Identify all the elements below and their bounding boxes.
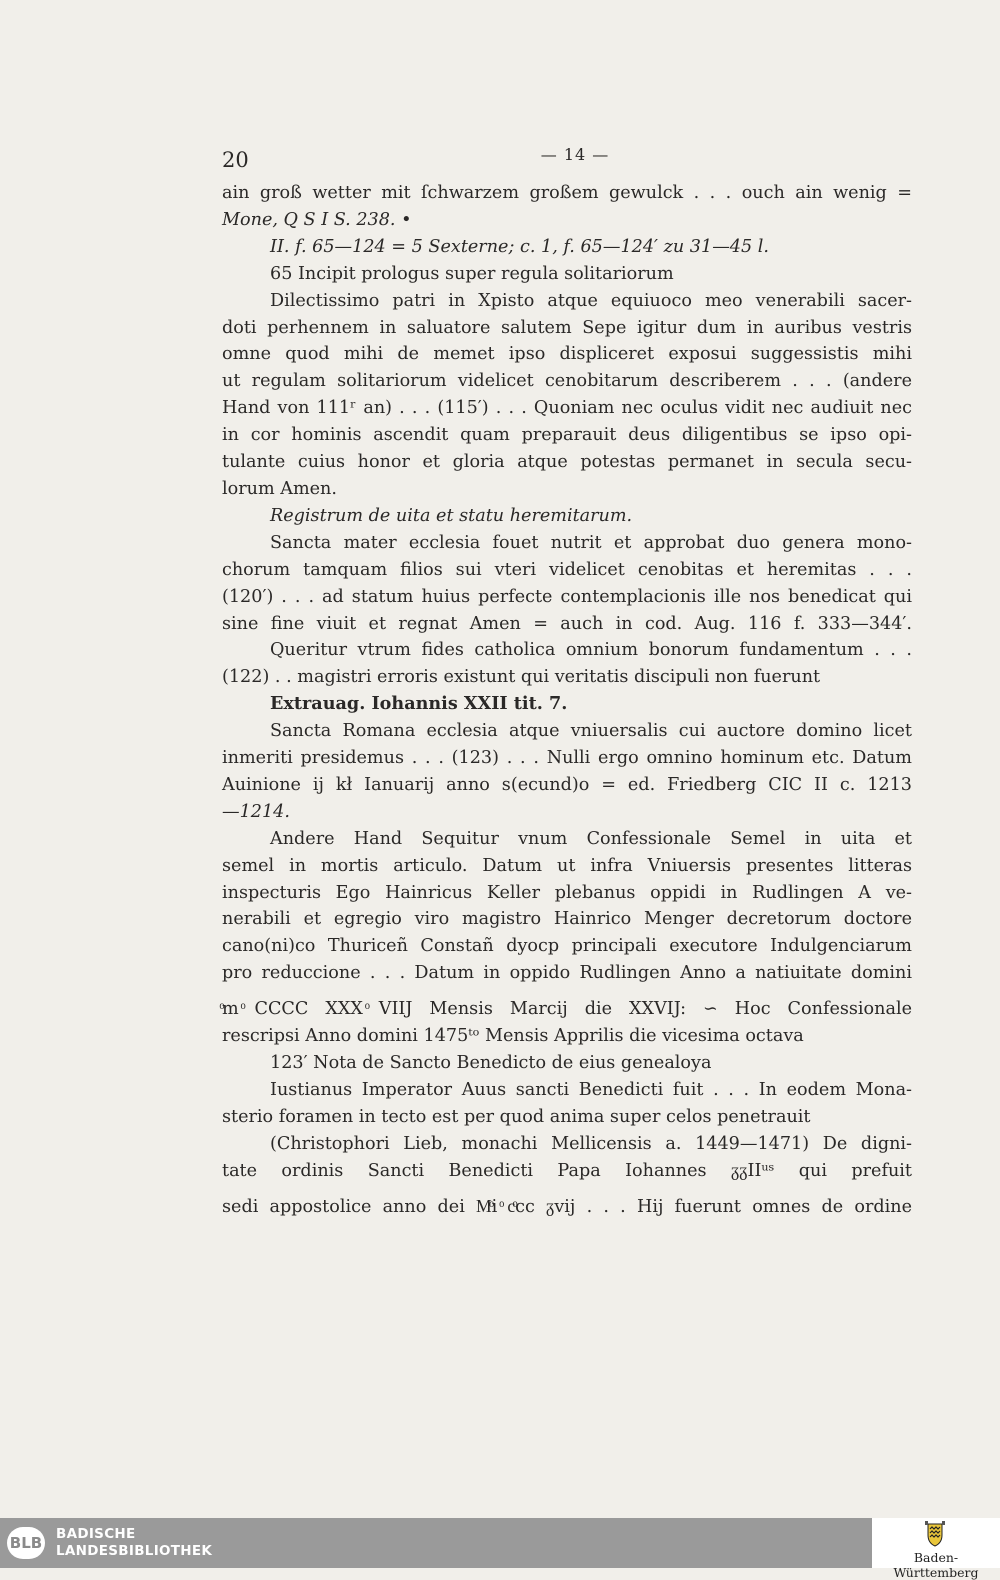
text-line: Iustianus Imperator Auus sancti Benedicti fuit . . . In eodem Mona- bbox=[270, 1079, 912, 1100]
text-line: Sancta Romana ecclesia atque vniuersalis cui auctore domino licet bbox=[270, 721, 912, 742]
text-line: sedi appostolice anno dei Mͦi ͦcͦcc ᵹvij . . . Hij fuerunt omnes de ordine bbox=[222, 1196, 912, 1217]
blb-logo[interactable]: BLB bbox=[7, 1527, 45, 1559]
state-label: Baden-Württemberg bbox=[893, 1550, 979, 1580]
text-line: ain groß wetter mit ſchwarzem großem gewulck . . . ouch ain wenig = bbox=[222, 183, 912, 203]
text-line: Mone, Q S I S. 238. • bbox=[222, 209, 412, 230]
text-line: omne quod mihi de memet ipso displiceret exposui suggessistis mihi bbox=[222, 344, 912, 365]
text-line: tulante cuius honor et gloria atque potestas permanet in secula secu- bbox=[222, 452, 912, 473]
state-brand[interactable] bbox=[872, 1518, 1000, 1580]
text-line: pro reduccione . . . Datum in oppido Rudlingen Anno a natiuitate domini bbox=[222, 963, 912, 984]
library-name-line1: BADISCHE bbox=[56, 1526, 136, 1542]
body-text bbox=[222, 180, 912, 1220]
text-line: nerabili et egregio viro magistro Hainrico Menger decretorum doctore bbox=[222, 909, 912, 930]
text-line: 123′ Nota de Sancto Benedicto de eius genealoya bbox=[270, 1053, 712, 1073]
library-footer bbox=[0, 1518, 1000, 1580]
text-line: Queritur vtrum fides catholica omnium bonorum fundamentum . . . bbox=[270, 640, 912, 661]
page-number: 20 bbox=[222, 148, 249, 172]
text-line: ͦm ͦCCCC XXX ͦVIIJ Mensis Marcij die XXVIJ: ∽ Hoc Confessionale bbox=[222, 999, 912, 1020]
coat-of-arms-icon bbox=[924, 1520, 946, 1548]
text-line: —1214. bbox=[222, 801, 290, 822]
text-line: tate ordinis Sancti Benedicti Papa Iohannes ᵹᵹIIᵘˢ qui prefuit bbox=[222, 1160, 912, 1181]
text-line: (122) . . magistri erroris existunt qui veritatis discipuli non fuerunt bbox=[222, 667, 821, 688]
text-line: chorum tamquam filios sui vteri videlicet cenobitas et heremitas . . . bbox=[222, 559, 912, 580]
text-line: Andere Hand Sequitur vnum Confessionale Semel in uita et bbox=[270, 828, 912, 849]
running-head: — 14 — bbox=[540, 145, 610, 164]
text-line: inmeriti presidemus . . . (123) . . . Nulli ergo omnino hominum etc. Datum bbox=[222, 748, 912, 769]
text-line: ut regulam solitariorum videlicet cenobitarum describerem . . . (andere bbox=[222, 371, 912, 392]
text-line: Registrum de uita et statu heremitarum. bbox=[270, 505, 633, 526]
text-line: sterio foramen in tecto est per quod anima super celos penetrauit bbox=[222, 1106, 811, 1127]
text-line: lorum Amen. bbox=[222, 478, 337, 499]
text-line: semel in mortis articulo. Datum ut infra Vniuersis presentes litteras bbox=[222, 855, 912, 876]
text-line: sine fine viuit et regnat Amen = auch in cod. Aug. 116 f. 333—344′. bbox=[222, 613, 912, 634]
text-line: (120′) . . . ad statum huius perfecte contemplacionis ille nos benedicat qui bbox=[222, 586, 912, 607]
text-line: (Christophori Lieb, monachi Mellicensis a. 1449—1471) De digni- bbox=[270, 1133, 912, 1154]
text-line: inspecturis Ego Hainricus Keller plebanus oppidi in Rudlingen A ve- bbox=[222, 882, 912, 903]
text-line: cano(ni)co Thuriceñ Constañ dyocp principali executore Indulgenciarum bbox=[222, 936, 912, 957]
text-line: in cor hominis ascendit quam preparauit deus diligentibus se ipso opi- bbox=[222, 425, 912, 446]
text-line: II. f. 65—124 = 5 Sexterne; c. 1, f. 65—124′ zu 31—45 l. bbox=[270, 236, 769, 257]
text-line: 65 Incipit prologus super regula solitariorum bbox=[270, 263, 674, 284]
text-line: Dilectissimo patri in Xpisto atque equiuoco meo venerabili sacer- bbox=[270, 290, 912, 311]
library-name-line2: LANDESBIBLIOTHEK bbox=[56, 1543, 213, 1559]
text-line: Hand von 111ʳ an) . . . (115′) . . . Quoniam nec oculus vidit nec audiuit nec bbox=[222, 398, 912, 419]
text-line: doti perhennem in saluatore salutem Sepe igitur dum in auribus vestris bbox=[222, 317, 912, 338]
text-line: rescripsi Anno domini 1475ᵗᵒ Mensis Apprilis die vicesima octava bbox=[222, 1026, 804, 1047]
text-line: Auinione ij kł Ianuarij anno s(ecund)o = ed. Friedberg CIC II c. 1213 bbox=[222, 774, 912, 795]
text-line: Extrauag. Iohannis XXII tit. 7. bbox=[270, 693, 568, 715]
text-line: Sancta mater ecclesia fouet nutrit et approbat duo genera mono- bbox=[270, 532, 912, 553]
library-name[interactable] bbox=[56, 1526, 212, 1560]
